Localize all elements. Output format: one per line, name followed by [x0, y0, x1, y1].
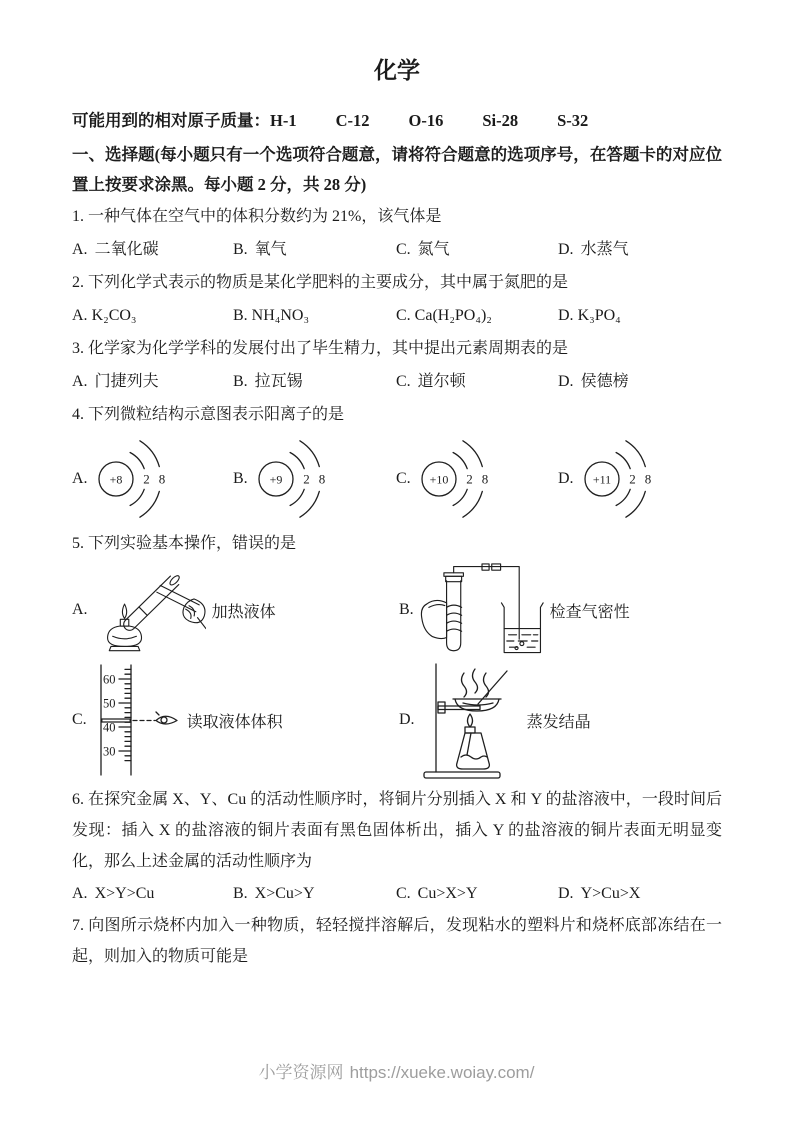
q5-option-c [72, 660, 399, 780]
q2-option-d [558, 299, 722, 332]
scale-value: 40 [102, 720, 116, 735]
atomic-mass-h: H-1 [270, 111, 297, 130]
q4-diagram-d [558, 431, 722, 527]
stand-base [424, 772, 500, 778]
atomic-mass-s: S-32 [557, 111, 589, 130]
q3-option-c [396, 365, 558, 398]
q3-options [72, 365, 722, 398]
holding-hand [421, 600, 461, 638]
atomic-mass-label: 可能用到的相对原子质量： [72, 111, 270, 130]
q5-stem: 5. 下列实验基本操作，错误的是 [72, 535, 297, 552]
q4-diagram-b [233, 431, 396, 527]
option-label: B. [399, 601, 414, 618]
atom-structure-diagram [415, 431, 495, 527]
shell-electron-count: 2 [142, 471, 150, 487]
option-label: B. [233, 885, 248, 902]
q6-option-b [233, 877, 396, 910]
shell-electron-count: 2 [302, 471, 310, 487]
flame [122, 604, 126, 618]
beaker [501, 603, 543, 653]
steam-wisps [461, 669, 488, 697]
option-label: A. [72, 470, 88, 487]
q3-option-b [233, 365, 396, 398]
nucleus-charge: +11 [592, 472, 611, 487]
question-6 [72, 784, 722, 910]
option-label: D. [558, 307, 574, 324]
q5-option-d [399, 660, 722, 780]
atomic-mass-c: C-12 [335, 111, 370, 130]
q2-options [72, 299, 722, 332]
figure-caption: 检查气密性 [549, 603, 630, 621]
outer-shell-arc [300, 491, 319, 517]
atomic-mass-line [72, 106, 722, 136]
question-1 [72, 200, 722, 266]
option-label: C. [396, 373, 411, 390]
shell-electron-count: 8 [481, 471, 488, 487]
option-label: B. [233, 241, 248, 258]
q6-stem: 6. 在探究金属 X、Y、Cu 的活动性顺序时，将铜片分别插入 X 和 Y 的盐溶液中，一段时间后发现：插入 X 的盐溶液的铜片表面有黑色固体析出，插入 Y 的盐溶液的铜片表面无明显变化，那么上述金属的活动性顺序为 [72, 791, 722, 870]
shell-electron-count: 8 [158, 471, 165, 487]
option-text: 氮气 [417, 241, 450, 258]
q1-option-c [396, 233, 558, 266]
figure-caption: 加热液体 [211, 603, 276, 621]
option-text: X>Cu>Y [254, 885, 315, 902]
evaporation-diagram [421, 661, 521, 779]
q5-figures-row2 [72, 660, 722, 780]
option-label: C. [396, 307, 411, 324]
alcohol-lamp [107, 619, 141, 650]
inner-shell-arc [290, 453, 304, 469]
inner-shell-arc [130, 453, 144, 469]
q6-options [72, 877, 722, 910]
outer-shell-arc [625, 441, 644, 467]
q2-option-c [396, 299, 558, 332]
option-label: A. [72, 373, 88, 390]
question-5 [72, 527, 722, 780]
q6-option-d [558, 877, 722, 910]
figure-caption: 读取液体体积 [186, 713, 283, 731]
q1-stem: 1. 一种气体在空气中的体积分数约为 21%，该气体是 [72, 208, 442, 225]
q6-option-c [396, 877, 558, 910]
inner-shell-arc [616, 489, 630, 505]
q2-stem: 2. 下列化学式表示的物质是某化学肥料的主要成分，其中属于氮肥的是 [72, 274, 569, 291]
option-text: Y>Cu>X [580, 885, 641, 902]
chemical-formula: K₃PO₄ [577, 307, 621, 324]
graduated-cylinder [101, 665, 131, 775]
scale-value: 60 [102, 672, 116, 687]
shell-electron-count: 8 [318, 471, 325, 487]
inner-shell-arc [290, 489, 304, 505]
inner-shell-arc [616, 453, 630, 469]
major-ticks [119, 679, 131, 751]
outer-shell-arc [463, 441, 482, 467]
nucleus-charge: +8 [109, 472, 122, 487]
q3-option-d [558, 365, 722, 398]
shell-electron-count: 8 [644, 471, 651, 487]
footer-site-name: 小学资源网 [258, 1063, 344, 1082]
wick [467, 733, 471, 755]
q2-option-b [233, 299, 396, 332]
flame [467, 714, 472, 727]
outer-shell-arc [463, 491, 482, 517]
eye-icon [156, 712, 177, 724]
option-label: D. [558, 470, 574, 487]
q1-options [72, 233, 722, 266]
q1-option-b [233, 233, 396, 266]
option-label: C. [396, 885, 411, 902]
outer-shell-arc [300, 441, 319, 467]
option-label: D. [558, 241, 574, 258]
air-bubble [520, 642, 524, 646]
scale-value: 50 [102, 696, 116, 711]
inner-shell-arc [453, 453, 467, 469]
minor-ticks [125, 669, 131, 760]
atom-structure-diagram [578, 431, 658, 527]
shell-electron-count: 2 [628, 471, 636, 487]
option-text: 拉瓦锡 [254, 373, 303, 390]
heating-liquid-diagram [94, 565, 206, 655]
option-text: 门捷列夫 [94, 373, 159, 390]
option-label: D. [558, 373, 574, 390]
option-text: 水蒸气 [580, 241, 629, 258]
page-title: 化学 [374, 58, 420, 83]
inner-shell-arc [453, 489, 467, 505]
option-label: B. [233, 373, 248, 390]
q6-option-a [72, 877, 233, 910]
section-heading: 一、选择题(每小题只有一个选项符合题意，请将符合题意的选项序号，在答题卡的对应位置上按要求涂黑。每小题 2 分，共 28 分) [72, 145, 722, 194]
atomic-mass-si: Si-28 [482, 111, 519, 130]
q7-stem: 7. 向图所示烧杯内加入一种物质，轻轻搅拌溶解后，发现粘水的塑料片和烧杯底部冻结在一起，则加入的物质可能是 [72, 917, 722, 965]
option-label: A. [72, 885, 88, 902]
chemical-formula: K₂CO₃ [91, 307, 137, 324]
question-4 [72, 398, 722, 527]
option-label: D. [558, 885, 574, 902]
q5-option-b [399, 560, 722, 660]
outer-shell-arc [139, 491, 158, 517]
q2-option-a [72, 299, 233, 332]
q4-diagram-c [396, 431, 558, 527]
atom-structure-diagram [252, 431, 332, 527]
option-label: C. [396, 241, 411, 258]
q4-diagrams [72, 431, 722, 527]
question-3 [72, 332, 722, 398]
chemical-formula: NH₄NO₃ [251, 307, 310, 324]
option-text: 道尔顿 [417, 373, 466, 390]
q1-option-d [558, 233, 722, 266]
test-tube [123, 574, 180, 630]
q5-option-a [72, 560, 399, 660]
option-text: Cu>X>Y [417, 885, 478, 902]
q3-option-a [72, 365, 233, 398]
q3-stem: 3. 化学家为化学学科的发展付出了毕生精力，其中提出元素周期表的是 [72, 340, 569, 357]
atom-structure-diagram [92, 431, 172, 527]
option-text: 侯德榜 [580, 373, 629, 390]
shell-electron-count: 2 [465, 471, 473, 487]
air-tightness-check-diagram [420, 563, 544, 657]
chemical-formula: Ca(H₂PO₄)₂ [414, 307, 492, 324]
question-7 [72, 910, 722, 972]
air-bubble [515, 647, 518, 650]
option-label: B. [233, 470, 248, 487]
outer-shell-arc [139, 441, 158, 467]
test-tube-holder-hand [156, 585, 205, 628]
scale-value: 30 [102, 744, 116, 759]
atomic-mass-o: O-16 [408, 111, 444, 130]
q1-option-a [72, 233, 233, 266]
reading-volume-diagram [93, 663, 181, 777]
inner-shell-arc [130, 489, 144, 505]
option-label: A. [72, 601, 88, 618]
option-label: C. [396, 470, 411, 487]
option-label: D. [399, 711, 415, 728]
alcohol-liquid [461, 755, 487, 759]
clamp-bolt [438, 702, 445, 713]
pupil [161, 717, 167, 723]
option-label: C. [72, 711, 87, 728]
option-text: 二氧化碳 [94, 241, 159, 258]
option-text: X>Y>Cu [94, 885, 155, 902]
rubber-stopper [445, 576, 461, 581]
liquid-level-in-tube [139, 607, 147, 615]
nucleus-charge: +9 [269, 472, 283, 487]
nucleus-charge: +10 [429, 472, 449, 487]
figure-caption: 蒸发结晶 [526, 713, 591, 731]
footer-url: https://xueke.woiay.com/ [349, 1063, 535, 1082]
question-2 [72, 266, 722, 332]
q4-stem: 4. 下列微粒结构示意图表示阳离子的是 [72, 406, 345, 423]
option-label: A. [72, 241, 88, 258]
q5-figures-row1 [72, 560, 722, 660]
option-label: A. [72, 307, 88, 324]
option-label: B. [233, 307, 248, 324]
footer-watermark [0, 1058, 793, 1083]
outer-shell-arc [625, 491, 644, 517]
q4-diagram-a [72, 431, 233, 527]
option-text: 氧气 [254, 241, 287, 258]
alcohol-lamp [456, 727, 489, 769]
